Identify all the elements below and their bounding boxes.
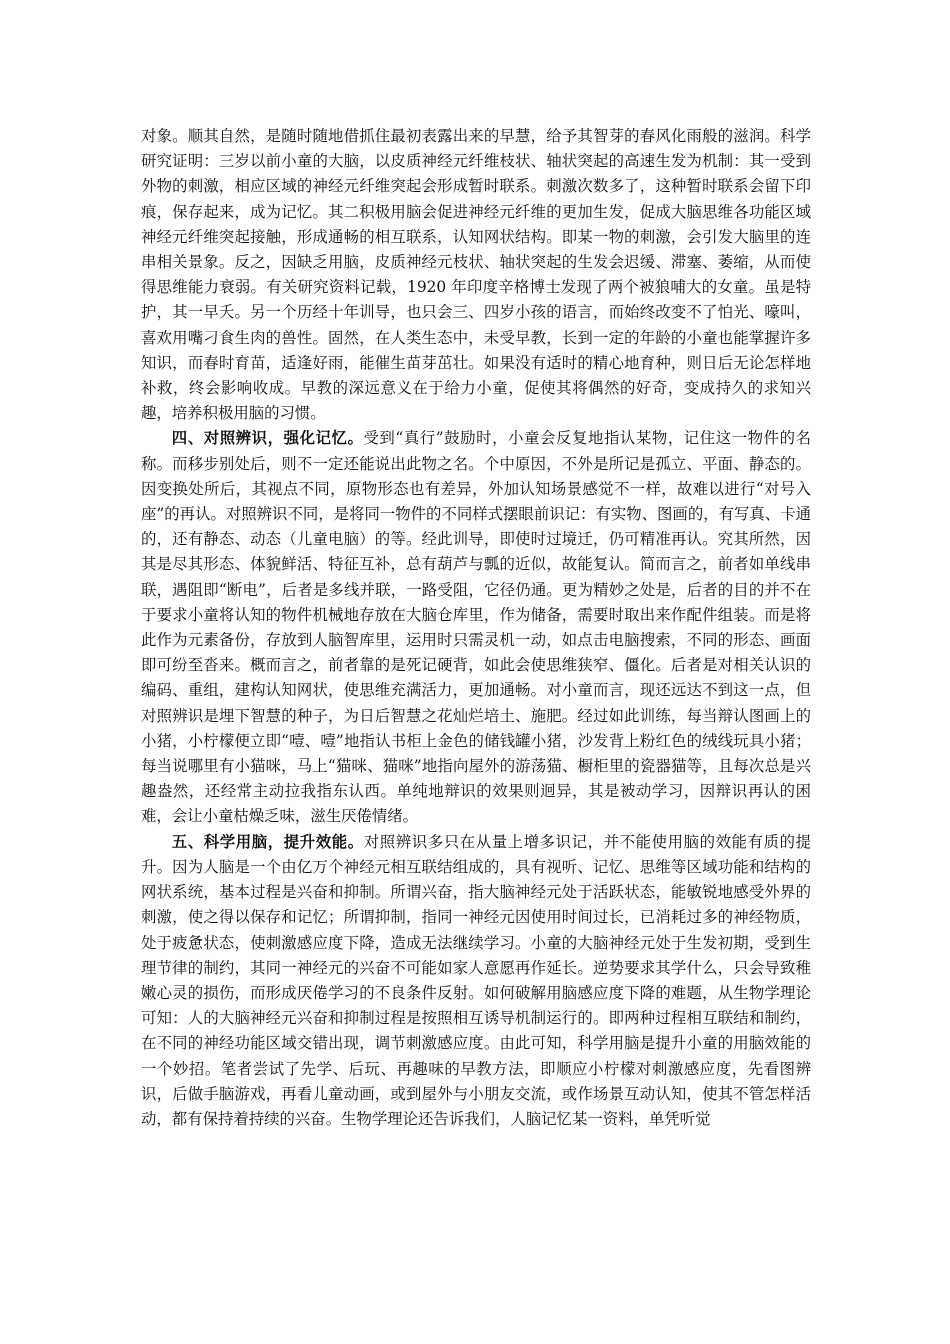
- paragraph-section-four: [141, 426, 811, 829]
- section-heading: 五、科学用脑，提升效能。: [171, 832, 364, 851]
- document-page: [141, 124, 811, 1132]
- paragraph-body: 对象。顺其自然，是随时随地借抓住最初表露出来的早慧，给予其智芽的春风化雨般的滋润。科学研究证明：三岁以前小童的大脑，以皮质神经元纤维枝状、轴状突起的高速生发为机制：其一受到外物的刺激，相应区域的神经元纤维突起会形成暂时联系。刺激次数多了，这种暂时联系会留下印痕，保存起来，成为记忆。其二积极用脑会促进神经元纤维的更加生发，促成大脑思维各功能区域神经元纤维突起接触，形成通畅的相互联系，认知网状结构。即某一物的刺激，会引发大脑里的连串相关景象。反之，因缺乏用脑，皮质神经元枝状、轴状突起的生发会迟缓、滞塞、萎缩，从而使得思维能力衰弱。有关研究资料记载，1920 年印度辛格博士发现了两个被狼哺大的女童。虽是特护，其一早夭。另一个历经十年训导，也只会三、四岁小孩的语言，而始终改变不了怕光、嚎叫，喜欢用嘴刁食生肉的兽性。固然，在人类生态中，未受早教，长到一定的年龄的小童也能掌握许多知识，而春时育苗，适逢好雨，能催生苗芽茁壮。如果没有适时的精心地育种，则日后无论怎样地补救，终会影响收成。早教的深远意义在于给力小童，促使其将偶然的好奇，变成持久的求知兴趣，培养积极用脑的习惯。: [141, 127, 811, 423]
- paragraph-body: 对照辨识多只在从量上增多识记，并不能使用脑的效能有质的提升。因为人脑是一个由亿万个神经元相互联结组成的，具有视听、记忆、思维等区域功能和结构的网状系统，基本过程是兴奋和抑制。所谓兴奋，指大脑神经元处于活跃状态，能敏锐地感受外界的刺激，使之得以保存和记忆；所谓抑制，指同一神经元因使用时间过长，已消耗过多的神经物质，处于疲惫状态，使刺激感应度下降，造成无法继续学习。小童的大脑神经元处于生发初期，受到生理节律的制约，其同一神经元的兴奋不可能如家人意愿再作延长。逆势要求其学什么，只会导致稚嫩心灵的损伤，而形成厌倦学习的不良条件反射。如何破解用脑感应度下降的难题，从生物学理论可知：人的大脑神经元兴奋和抑制过程是按照相互诱导机制运行的。即两种过程相互联结和制约，在不同的神经功能区域交错出现，调节刺激感应度。由此可知，科学用脑是提升小童的用脑效能的一个妙招。笔者尝试了先学、后玩、再趣味的早教方法，即顺应小柠檬对刺激感应度，先看图辨识，后做手脑游戏，再看儿童动画，或到屋外与小朋友交流，或作场景互动认知，使其不管怎样活动，都有保持着持续的兴奋。生物学理论还告诉我们，人脑记忆某一资料，单凭听觉: [141, 832, 811, 1128]
- section-heading: 四、对照辨识，强化记忆。: [171, 429, 364, 448]
- paragraph-section-five: [141, 830, 811, 1132]
- paragraph-continued: [141, 124, 811, 426]
- paragraph-body: 受到“真行”鼓励时，小童会反复地指认某物，记住这一物件的名称。而移步别处后，则不一定还能说出此物之名。个中原因，不外是所记是孤立、平面、静态的。因变换处所后，其视点不同，原物形态也有差异，外加认知场景感觉不一样，故难以进行“对号入座”的再认。对照辨识不同，是将同一物件的不同样式摆眼前识记：有实物、图画的，有写真、卡通的，还有静态、动态（儿童电脑）的等。经此训导，即使时过境迁，仍可精准再认。究其所然，因其是尽其形态、体貌鲜活、特征互补，总有葫芦与瓢的近似，故能复认。简而言之，前者如单线串联，遇阻即“断电”，后者是多线并联，一路受阻，它径仍通。更为精妙之处是，后者的目的并不在于要求小童将认知的物件机械地存放在大脑仓库里，作为储备，需要时取出来作配件组装。而是将此作为元素备份，存放到人脑智库里，运用时只需灵机一动，如点击电脑搜索，不同的形态、画面即可纷至沓来。概而言之，前者靠的是死记硬背，如此会使思维狭窄、僵化。后者是对相关认识的编码、重组，建构认知网状，使思维充满活力，更加通畅。对小童而言，现还远达不到这一点，但对照辨识是埋下智慧的种子，为日后智慧之花灿烂培土、施肥。经过如此训练，每当辩认图画上的小猪，小柠檬便立即“噎、噎”地指认书柜上金色的储钱罐小猪，沙发背上粉红色的绒线玩具小猪；每当说哪里有小猫咪，马上“猫咪、猫咪”地指向屋外的游荡猫、橱柜里的瓷器猫等，且每次总是兴趣盎然，还经常主动拉我指东认西。单纯地辩识的效果则迥异，其是被动学习，因辩识再认的困难，会让小童枯燥乏味，滋生厌倦情绪。: [141, 429, 811, 826]
